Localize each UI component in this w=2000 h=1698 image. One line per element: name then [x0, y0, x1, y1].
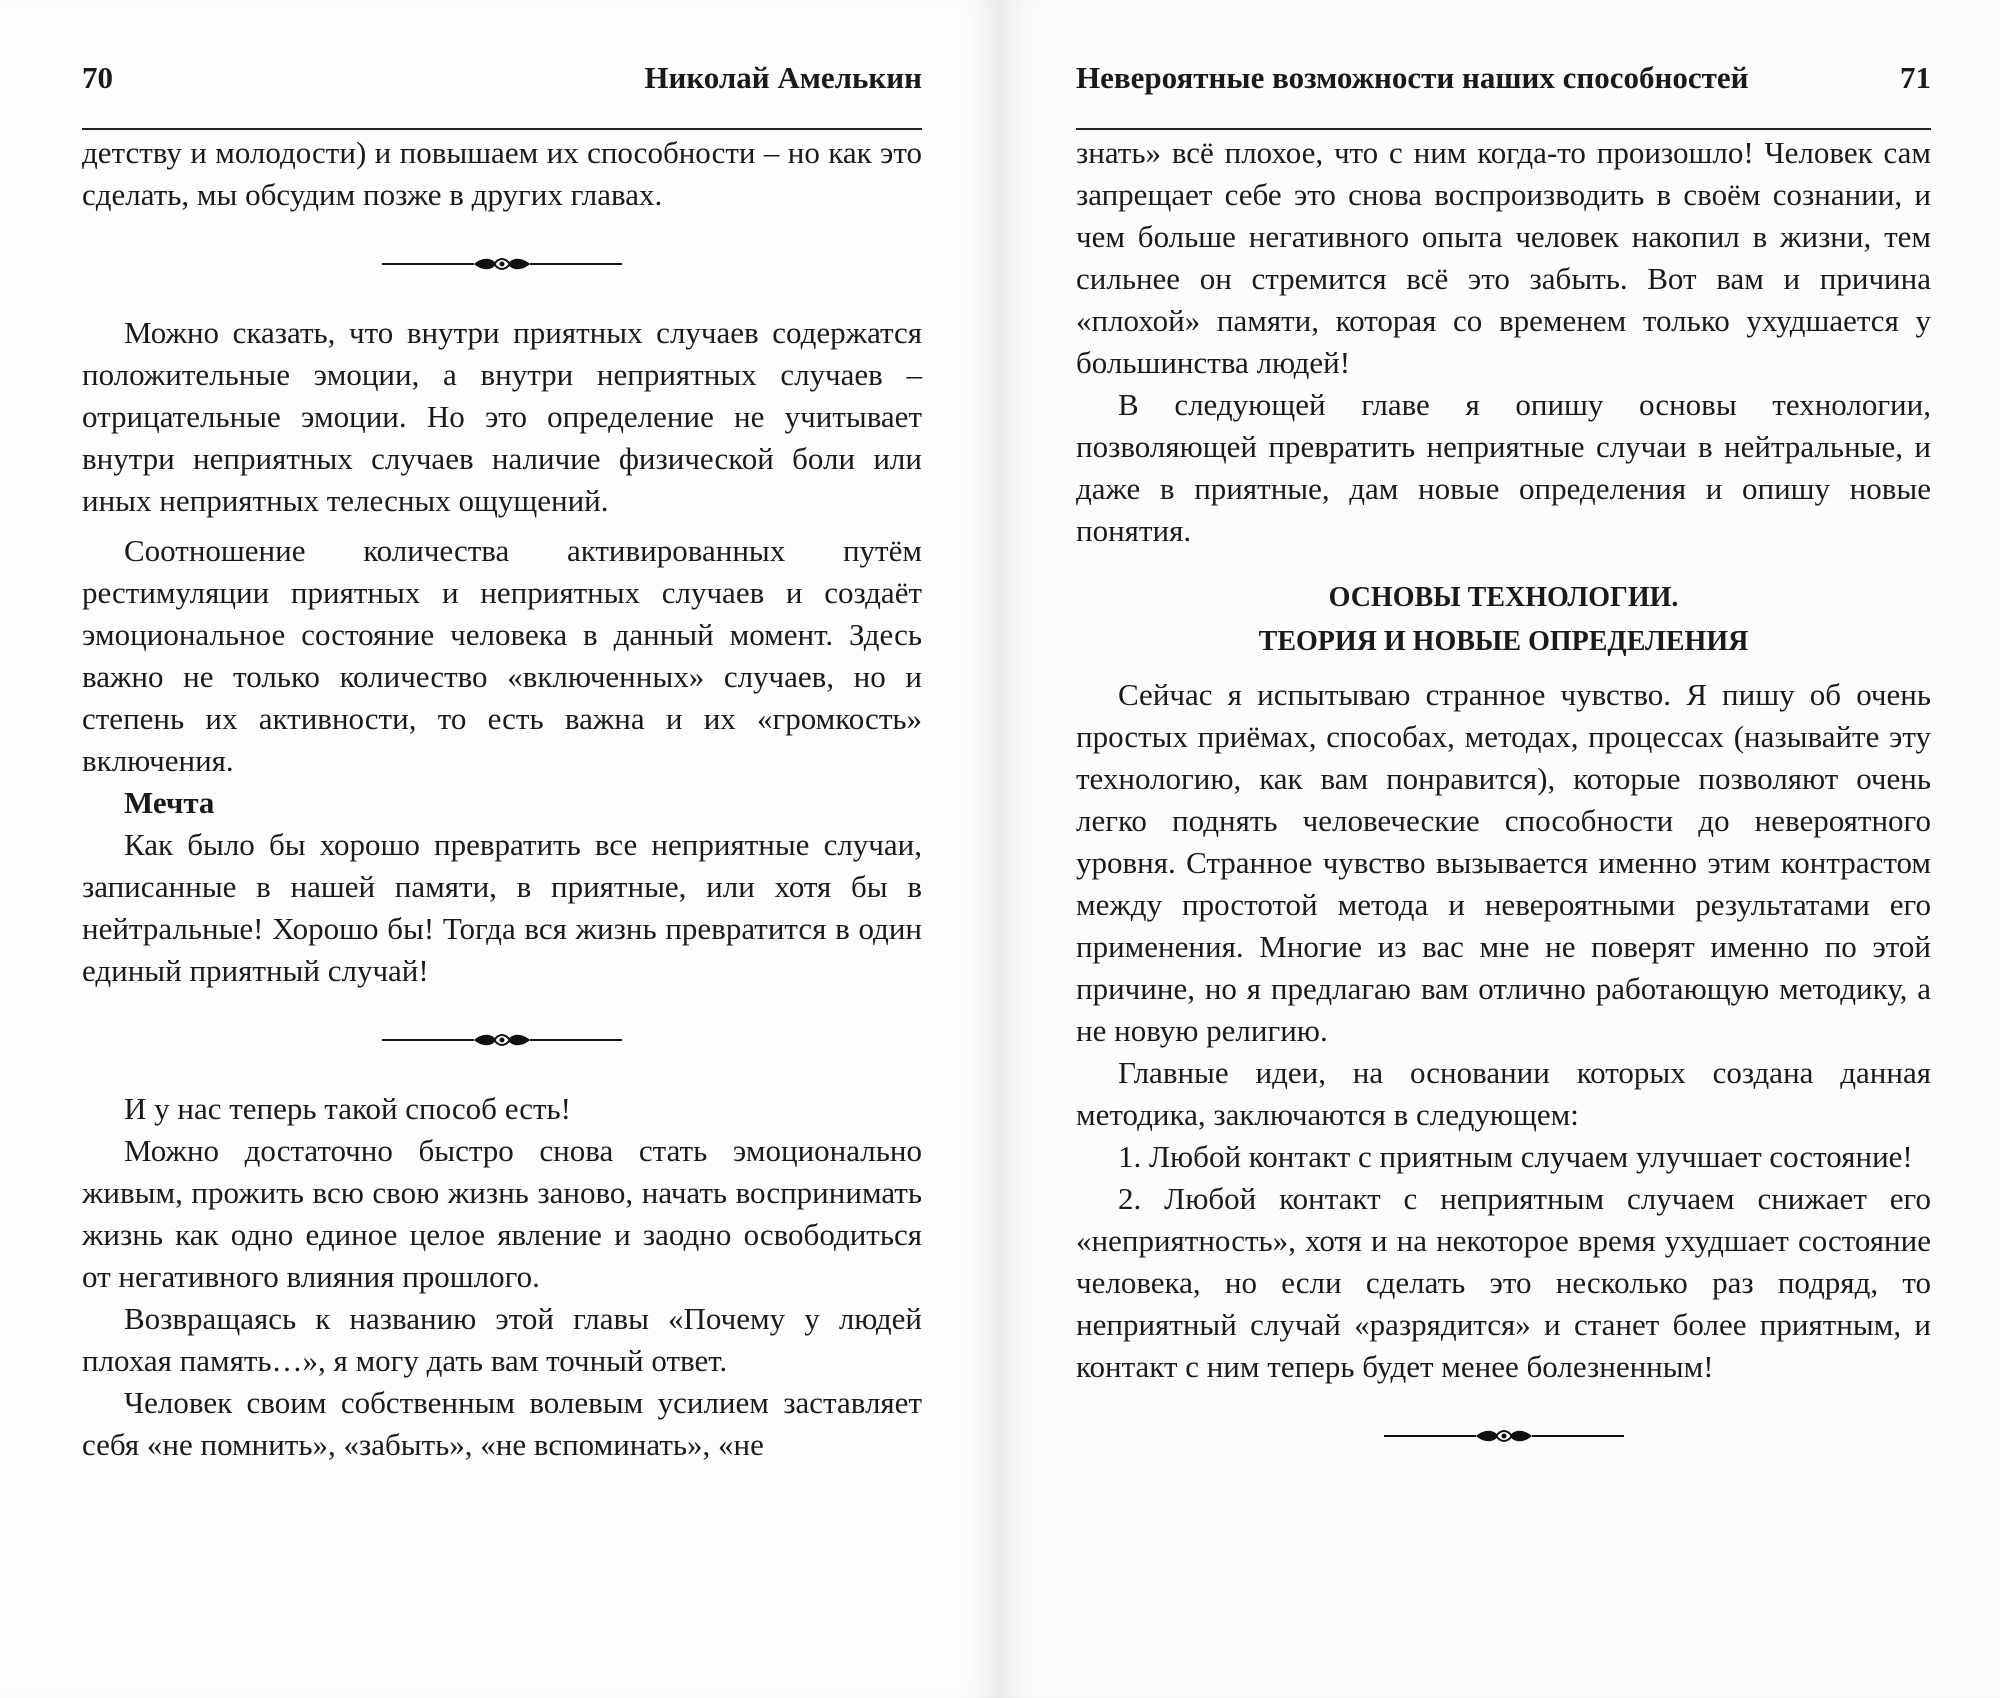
paragraph: Человек своим собственным волевым усилием заставляет себя «не помнить», «забыть», «не вспоминать», «не — [82, 1385, 922, 1462]
paragraph: Можно сказать, что внутри приятных случаев содержатся положительные эмоции, а внутри неприятных случаев – отрицательные эмоции. Но это определение не учитывает внутри неприятных случаев наличие физической боли или иных неприятных телесных ощущений. — [82, 315, 922, 518]
left-page-body — [82, 132, 922, 1466]
ornament-divider — [382, 1030, 622, 1050]
ornament-divider — [1384, 1426, 1624, 1446]
paragraph: детству и молодости) и повышаем их способности – но как это сделать, мы обсудим позже в других главах. — [82, 135, 922, 212]
subheading: Мечта — [124, 785, 215, 820]
section-title — [1076, 576, 1931, 664]
section-title-line: ОСНОВЫ ТЕХНОЛОГИИ. — [1328, 582, 1679, 613]
ornament-divider — [382, 254, 622, 274]
running-head-title: Невероятные возможности наших способностей — [1076, 60, 1749, 95]
paragraph: Главные идеи, на основании которых создана данная методика, заключаются в следующем: — [1076, 1055, 1931, 1132]
paragraph: В следующей главе я опишу основы технологии, позволяющей превратить неприятные случаи в нейтральные, и даже в приятные, дам новые определения и опишу новые понятия. — [1076, 387, 1931, 548]
paragraph: Соотношение количества активированных путём рестимуляции приятных и неприятных случаев и создаёт эмоциональное состояние человека в данный момент. Здесь важно не только количество «включенных» случаев, но и степень их активности, то есть важна и их «громкость» включения. — [82, 533, 922, 778]
paragraph: Можно достаточно быстро снова стать эмоционально живым, прожить всю свою жизнь заново, начать воспринимать жизнь как одно единое целое явление и заодно освободиться от негативного влияния прошлого. — [82, 1133, 922, 1294]
list-item: 2. Любой контакт с неприятным случаем снижает его «неприятность», хотя и на некоторое время ухудшает состояние человека, но если сделать это несколько раз подряд, то неприятный случай «разрядится» и станет более приятным, и контакт с ним теперь будет менее болезненным! — [1076, 1181, 1931, 1384]
header-rule — [1076, 128, 1931, 130]
paragraph: Возвращаясь к названию этой главы «Почему у людей плохая память…», я могу дать вам точный ответ. — [82, 1301, 922, 1378]
list-item: 1. Любой контакт с приятным случаем улучшает состояние! — [1118, 1139, 1913, 1174]
right-page — [1000, 0, 2000, 1698]
paragraph: Как было бы хорошо превратить все неприятные случаи, записанные в нашей памяти, в приятные, или хотя бы в нейтральные! Хорошо бы! Тогда вся жизнь превратится в один единый приятный случай! — [82, 827, 922, 988]
left-page-header — [82, 60, 922, 110]
right-page-header — [1076, 60, 1931, 110]
section-title-line: ТЕОРИЯ И НОВЫЕ ОПРЕДЕЛЕНИЯ — [1258, 626, 1749, 657]
running-head-author: Николай Амелькин — [644, 60, 922, 95]
paragraph: И у нас теперь такой способ есть! — [124, 1091, 572, 1126]
right-page-body — [1076, 132, 1931, 1484]
paragraph: знать» всё плохое, что с ним когда-то произошло! Человек сам запрещает себе это снова воспроизводить в своём сознании, и чем больше негативного опыта человек накопил в жизни, тем сильнее он стремится всё это забыть. Вот вам и причина «плохой» памяти, которая со временем только ухудшается у большинства людей! — [1076, 135, 1931, 380]
page-number: 71 — [1900, 60, 1931, 95]
header-rule — [82, 128, 922, 130]
paragraph: Сейчас я испытываю странное чувство. Я пишу об очень простых приёмах, способах, методах, процессах (называйте эту технологию, как вам понравится), которые позволяют очень легко поднять человеческие способности до невероятного уровня. Странное чувство вызывается именно этим контрастом между простотой метода и невероятными результатами его применения. Многие из вас мне не поверят именно по этой причине, но я предлагаю вам отлично работающую методику, а не новую религию. — [1076, 677, 1931, 1048]
page-number: 70 — [82, 60, 113, 95]
